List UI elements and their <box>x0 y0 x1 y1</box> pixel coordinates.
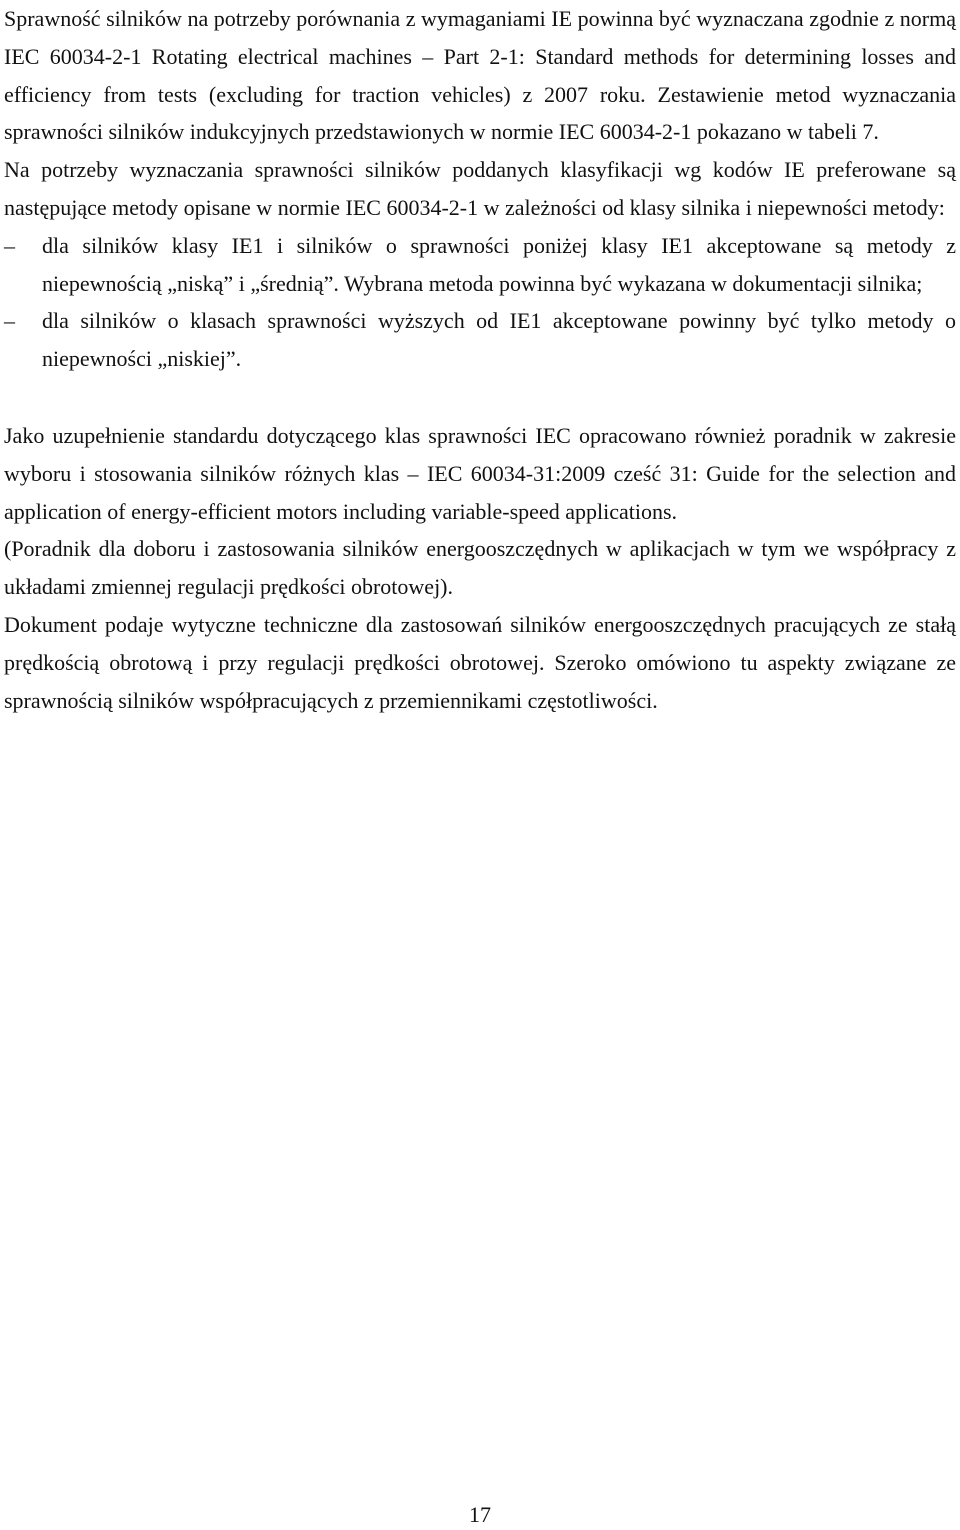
paragraph-guide-supplement: Jako uzupełnienie standardu dotyczącego klas sprawności IEC opracowano również poradnik w zakresie wyboru i stosowania silników różnych klas – IEC 60034-31:2009 cześć 31: Guide for the selection and application of energy-efficient motors including variable-speed applications. <box>4 422 956 524</box>
list-item <box>4 227 956 303</box>
page-number: 17 <box>469 1502 491 1527</box>
methods-list <box>4 227 956 378</box>
paragraph-efficiency-standard: Sprawność silników na potrzeby porównania z wymaganiami IE powinna być wyznaczana zgodnie z normą IEC 60034-2-1 Rotating electrical machines – Part 2-1: Standard methods for determining losses and efficiency from tests (excluding for traction vehicles) z 2007 roku. Zestawienie metod wyznaczania sprawności silników indukcyjnych przedstawionych w normie IEC 60034-2-1 pokazano w tabeli 7. <box>4 6 956 145</box>
list-item-text: dla silników o klasach sprawności wyższych od IE1 akceptowane powinny być tylko metody o niepewności „niskiej”. <box>42 308 956 372</box>
list-item <box>4 302 956 378</box>
paragraph-preferred-methods: Na potrzeby wyznaczania sprawności silników poddanych klasyfikacji wg kodów IE preferowane są następujące metody opisane w normie IEC 60034-2-1 w zależności od klasy silnika i niepewności metody: <box>4 157 956 220</box>
list-item-text: dla silników klasy IE1 i silników o sprawności poniżej klasy IE1 akceptowane są metody z niepewnością „niską” i „średnią”. Wybrana metoda powinna być wykazana w dokumentacji silnika; <box>42 232 956 296</box>
document-page <box>4 0 956 719</box>
paragraph-document-scope: Dokument podaje wytyczne techniczne dla zastosowań silników energooszczędnych pracujących ze stałą prędkością obrotową i przy regulacji prędkości obrotowej. Szeroko omówiono tu aspekty związane ze sprawnością silników współpracujących z przemiennikami częstotliwości. <box>4 611 956 713</box>
dash-bullet: – <box>4 308 15 334</box>
paragraph-gap <box>4 378 956 417</box>
dash-bullet: – <box>4 232 15 258</box>
paragraph-guide-translation: (Poradnik dla doboru i zastosowania silników energooszczędnych w aplikacjach w tym we współpracy z układami zmiennej regulacji prędkości obrotowej). <box>4 536 956 600</box>
